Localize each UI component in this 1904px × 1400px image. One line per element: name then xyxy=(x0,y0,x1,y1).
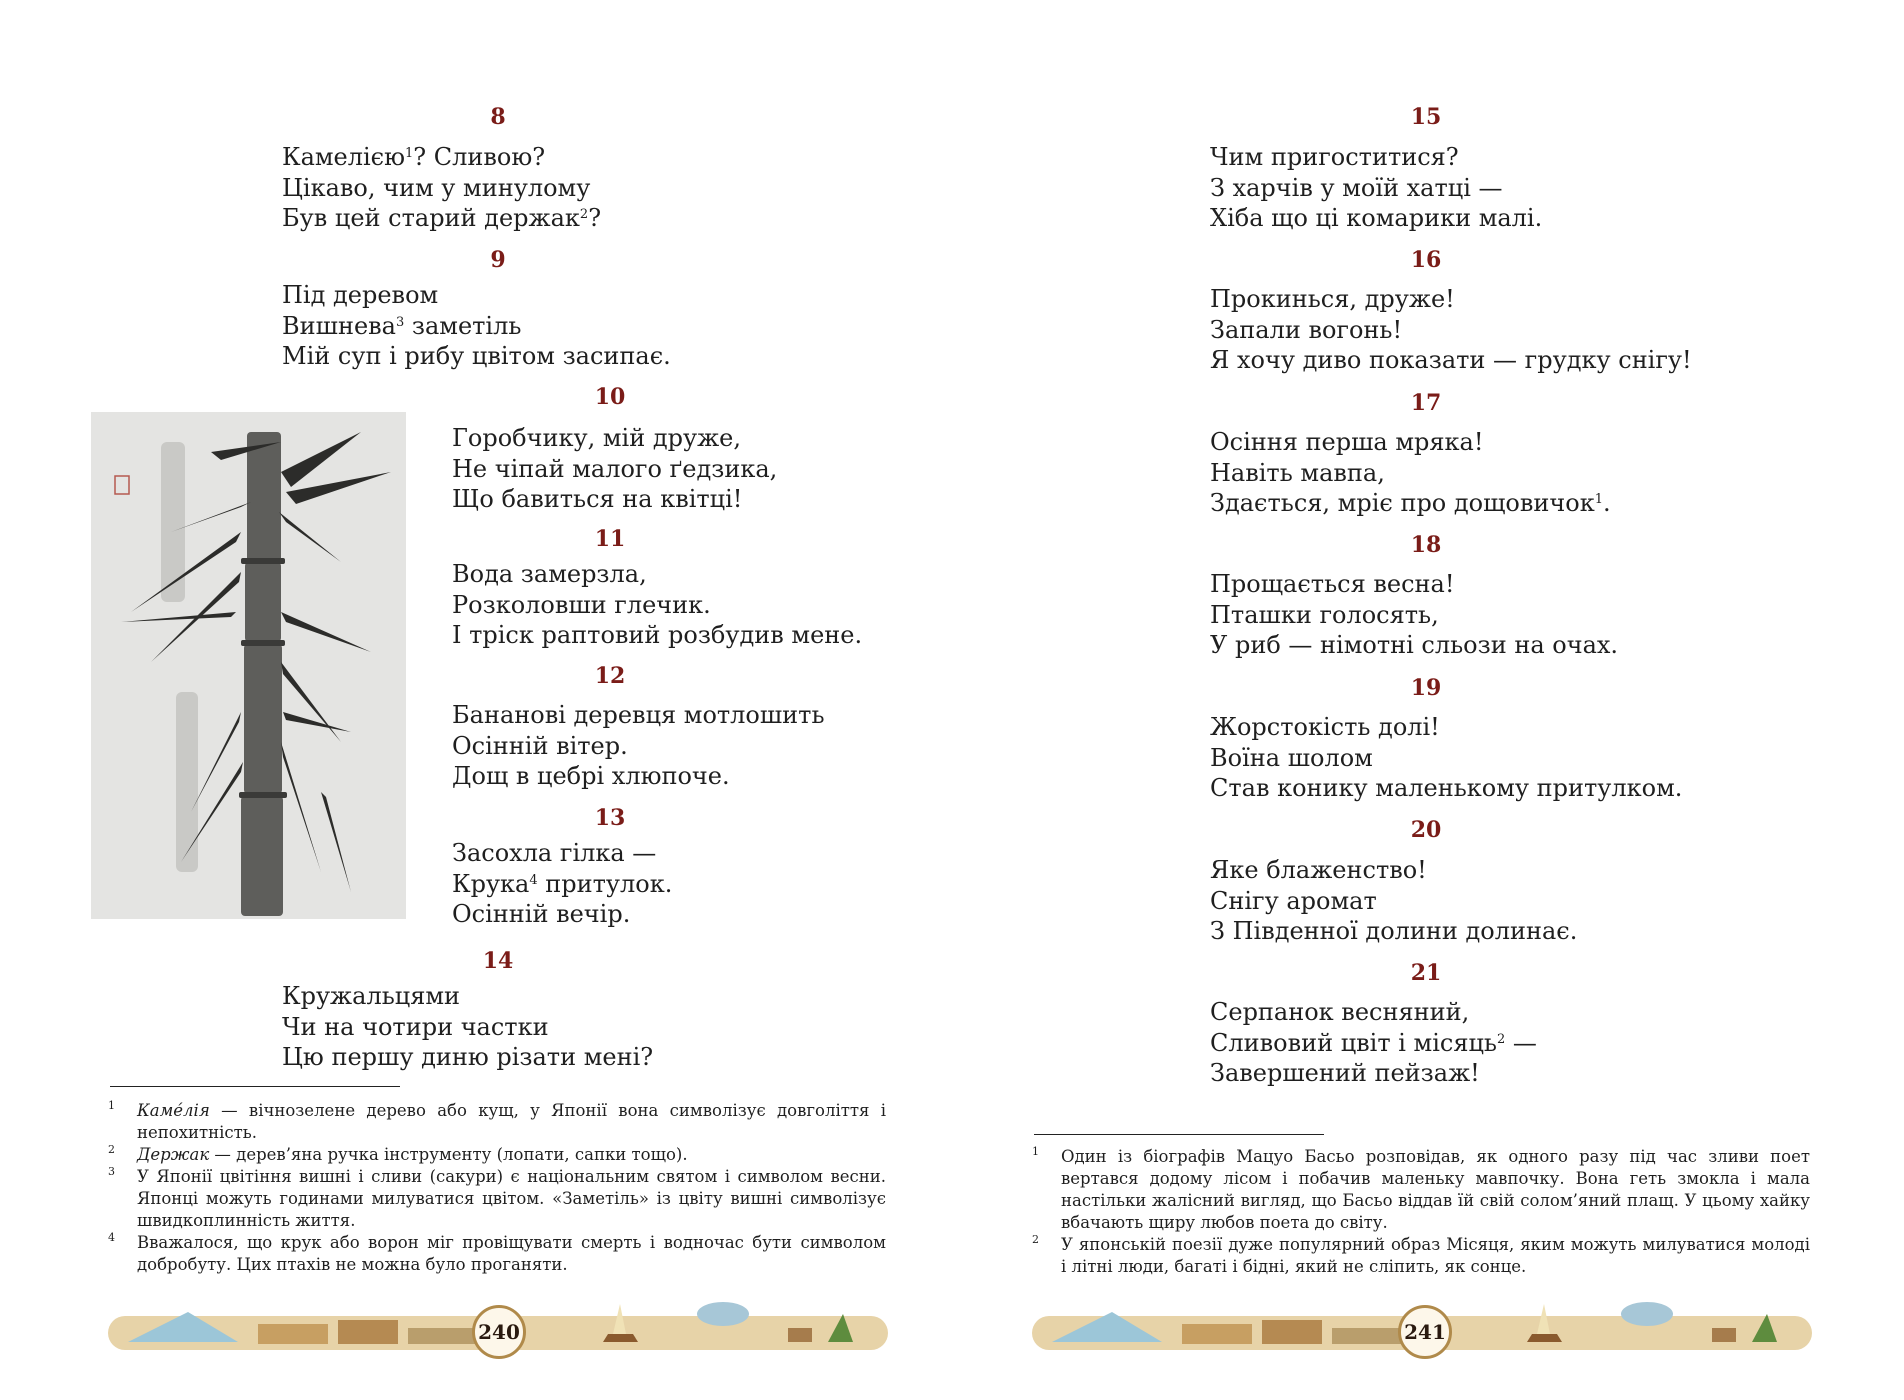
poem-10: Горобчику, мій друже, Не чіпай малого ґедзика, Що бавиться на квітці! xyxy=(452,424,778,513)
poem-number: 12 xyxy=(594,663,626,689)
footnote: 1 Каме́лія — вічнозелене дерево або кущ, у Японії вона символізує довголіття і непохитність. xyxy=(108,1099,886,1142)
footnote: 1 Один із біографів Мацуо Басьо розповідав, як одного разу під час зливи поет вертався додому лісом і побачив маленьку мавпочку. Вона геть змокла і мала настільки жалісний вигляд, що Басьо віддав їй свій солом’яний плащ. У цьому хайку вбачають щиру любов поета до світу. xyxy=(1032,1145,1810,1232)
footnote-rule xyxy=(1034,1134,1324,1135)
poem-number: 15 xyxy=(1410,104,1442,130)
poem-number: 14 xyxy=(482,948,514,974)
poem-18: Прощається весна! Пташки голосять, У риб — німотні сльози на очах. xyxy=(1210,570,1619,659)
poem-number: 13 xyxy=(594,805,626,831)
right-page xyxy=(952,0,1904,1400)
poem-number: 18 xyxy=(1410,532,1442,558)
poem-number: 16 xyxy=(1410,247,1442,273)
poem-16: Прокинься, друже! Запали вогонь! Я хочу диво показати — грудку снігу! xyxy=(1210,285,1692,374)
poem-13: Засохла гілка — Крука$^4$ притулок. Осінній вечір. xyxy=(452,839,673,928)
footnote: 2 У японській поезії дуже популярний образ Місяця, яким можуть милуватися молоді і літні люди, багаті і бідні, який не сліпить, як сонце. xyxy=(1032,1233,1810,1276)
footnotes xyxy=(1032,1146,1810,1278)
poem-number: 11 xyxy=(594,526,626,552)
poem-number: 9 xyxy=(490,247,506,273)
page-number: 241 xyxy=(1398,1305,1452,1359)
poem-number: 19 xyxy=(1410,675,1442,701)
poem-9: Під деревом Вишнева$^3$ заметіль Мій суп і рибу цвітом засипає. xyxy=(282,281,671,370)
poem-20: Яке блаженство! Снігу аромат З Південної долини долинає. xyxy=(1210,856,1578,945)
poem-19: Жорстокість долі! Воїна шолом Став конику маленькому притулком. xyxy=(1210,713,1683,802)
poem-number: 20 xyxy=(1410,817,1442,843)
poem-number: 10 xyxy=(594,384,626,410)
footnotes xyxy=(108,1100,886,1276)
footnote: 3 У Японії цвітіння вишні і сливи (сакури) є національним святом і символом весни. Японці можуть годинами милуватися цвітом. «Заметіль» із цвіту вишні символізує швидкоплинність життя. xyxy=(108,1165,886,1230)
poem-21: Серпанок весняний, Сливовий цвіт і місяць$^2$ — Завершений пейзаж! xyxy=(1210,998,1537,1087)
poem-8: Камелією$^1$? Сливою? Цікаво, чим у минулому Був цей старий держак$^2$? xyxy=(282,143,602,232)
poem-number: 21 xyxy=(1410,960,1442,986)
poem-15: Чим пригоститися? З харчів у моїй хатці — Хіба що ці комарики малі. xyxy=(1210,143,1543,232)
poem-number: 17 xyxy=(1410,390,1442,416)
footnote-rule xyxy=(110,1086,400,1087)
footnote: 2 Держак — дерев’яна ручка інструменту (лопати, сапки тощо). xyxy=(108,1143,688,1164)
poem-14: Кружальцями Чи на чотири частки Цю першу диню різати мені? xyxy=(282,982,654,1071)
poem-17: Осіння перша мряка! Навіть мавпа, Здається, мріє про дощовичок$^1$. xyxy=(1210,428,1611,517)
page-number: 240 xyxy=(472,1305,526,1359)
bamboo-painting xyxy=(91,412,406,919)
footnote: 4 Вважалося, що крук або ворон міг провіщувати смерть і водночас бути символом добробуту. Цих птахів не можна було проганяти. xyxy=(108,1231,886,1274)
poem-11: Вода замерзла, Розколовши глечик. І тріск раптовий розбудив мене. xyxy=(452,560,863,649)
poem-number: 8 xyxy=(490,104,506,130)
poem-12: Бананові деревця мотлошить Осінній вітер. Дощ в цебрі хлюпоче. xyxy=(452,701,825,790)
